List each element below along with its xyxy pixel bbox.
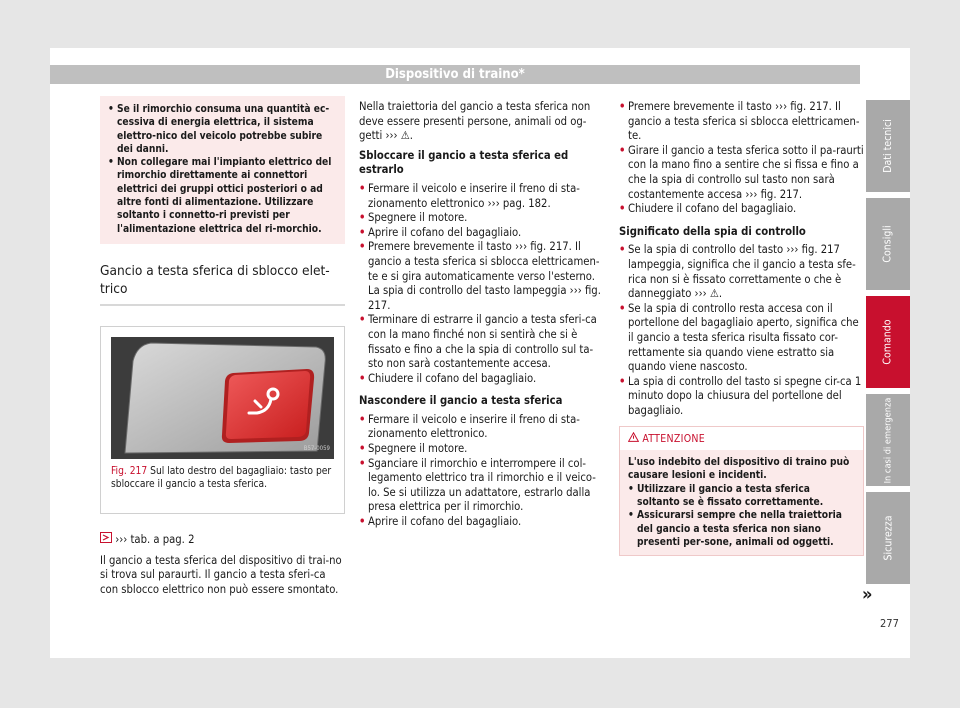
list-item: • Terminare di estrarre il gancio a testa sferi-ca con la mano finché non si sentirà che si è fissato e fino a che la spia di controllo sul ta-sto non sarà costantemente accesa. — [359, 313, 604, 371]
column-2 — [359, 100, 604, 530]
warning-triangle-icon — [628, 433, 642, 445]
list-item: • Aprire il cofano del bagagliaio. — [359, 226, 604, 241]
subheading: Nascondere il gancio a testa sferica — [359, 394, 563, 408]
figure-code: B57-0059 — [303, 445, 330, 453]
trunk-button-illustration — [111, 337, 334, 459]
tab-sicurezza[interactable]: Sicurezza — [866, 492, 910, 584]
list-item: • Se la spia di controllo resta accesa con il portellone del bagagliaio aperto, significa che il gancio a testa sferica risulta fissato cor-rettamente sia quando viene estratto sia quando viene nascosto. — [619, 302, 864, 375]
figure-217 — [100, 326, 345, 514]
list-item: • Sganciare il rimorchio e interrompere il col-legamento elettrico tra il rimorchio e il veico-lo. Se si utilizza un adattatore, estrarlo dalla presa elettrica per il rimorchio. — [359, 457, 604, 515]
section-title: Gancio a testa sferica di sblocco elet-trico — [100, 262, 345, 306]
list-item: • Premere brevemente il tasto ››› fig. 217. Il gancio a testa sferica si sblocca elettricamen-te e si gira automaticamente verso l'esterno. La spia di controllo del tasto lampeggia ››› fig. 217. — [359, 240, 604, 313]
paragraph: Nella traiettoria del gancio a testa sferica non deve essere presenti persone, animali od og-getti ››› ⚠. — [359, 100, 591, 143]
tab-in-casi-di-emergenza[interactable]: In casi di emergenza — [866, 394, 910, 486]
list-item: • Se la spia di controllo del tasto ››› fig. 217 lampeggia, significa che il gancio a testa sfe-rica non si è fissato correttamente o che è danneggiato ››› ⚠. — [619, 243, 864, 301]
trailer-hint-icon — [100, 533, 115, 546]
attention-header — [620, 427, 863, 450]
figure-label: Fig. 217 — [111, 465, 148, 477]
figure-caption-text: Sul lato destro del bagagliaio: tasto per sbloccare il gancio a testa sferica. — [111, 465, 332, 490]
subheading: Significato della spia di controllo — [619, 224, 806, 238]
tab-reference[interactable] — [100, 532, 345, 548]
page-title: Dispositivo di traino* — [385, 67, 525, 82]
list-item: • Girare il gancio a testa sferica sotto il pa-raurti con la mano fino a sentire che si fissa e fino a che la spia di controllo sul tasto non sarà costantemente accesa ››› fig. 217. — [619, 144, 864, 202]
figure-caption — [111, 465, 334, 491]
tab-consigli[interactable]: Consigli — [866, 198, 910, 290]
attention-title: ATTENZIONE — [642, 433, 706, 446]
tab-reference-text: ››› tab. a pag. 2 — [115, 532, 195, 546]
list-item: • Spegnere il motore. — [359, 211, 604, 226]
warning-box — [100, 96, 345, 244]
attention-box — [619, 426, 864, 556]
attention-item: • Utilizzare il gancio a testa sferica soltanto se è fissato correttamente. — [628, 483, 855, 510]
attention-item: • Assicurarsi sempre che nella traiettoria del gancio a testa sferica non siano presenti per-sone, animali od oggetti. — [628, 509, 855, 549]
attention-intro: L'uso indebito del dispositivo di traino può causare lesioni e incidenti. — [628, 457, 850, 482]
list-item: • Chiudere il cofano del bagagliaio. — [619, 202, 864, 217]
column-1 — [100, 96, 345, 601]
subheading: Sbloccare il gancio a testa sferica ed estrarlo — [359, 148, 569, 177]
list-item: • Chiudere il cofano del bagagliaio. — [359, 372, 604, 387]
attention-body — [620, 450, 863, 555]
tab-dati-tecnici[interactable]: Dati tecnici — [866, 100, 910, 192]
page-header — [50, 65, 860, 84]
list-item: • Fermare il veicolo e inserire il freno di sta-zionamento elettronico ››› pag. 182. — [359, 182, 604, 211]
list-item: • Premere brevemente il tasto ››› fig. 217. Il gancio a testa sferica si sblocca elettricamen-te. — [619, 100, 864, 144]
continue-marker: » — [862, 584, 873, 605]
page-number: 277 — [880, 617, 899, 630]
list-item: • Aprire il cofano del bagagliaio. — [359, 515, 604, 530]
tab-comando[interactable]: Comando — [866, 296, 910, 388]
list-item: • Spegnere il motore. — [359, 442, 604, 457]
warning-item: • Se il rimorchio consuma una quantità ec-cessiva di energia elettrica, il sistema elettro-nico del veicolo potrebbe subire dei danni. — [108, 103, 337, 156]
warning-item: • Non collegare mai l'impianto elettrico del rimorchio direttamente ai connettori elettrici dei gruppi ottici posteriori o ad altre fonti di alimentazione. Utilizzare soltanto i connetto-ri previsti per l'alimentazione elettrica del ri-morchio. — [108, 156, 337, 236]
list-item: • Fermare il veicolo e inserire il freno di sta-zionamento elettronico. — [359, 413, 604, 442]
list-item: • La spia di controllo del tasto si spegne cir-ca 1 minuto dopo la chiusura del portellone del bagagliaio. — [619, 375, 864, 419]
column-3 — [619, 100, 864, 556]
intro-paragraph: Il gancio a testa sferica del dispositivo di trai-no si trova sul paraurti. Il gancio a testa sferi-ca con sblocco elettrico non può essere smontato. — [100, 553, 342, 596]
figure-image — [111, 337, 334, 459]
